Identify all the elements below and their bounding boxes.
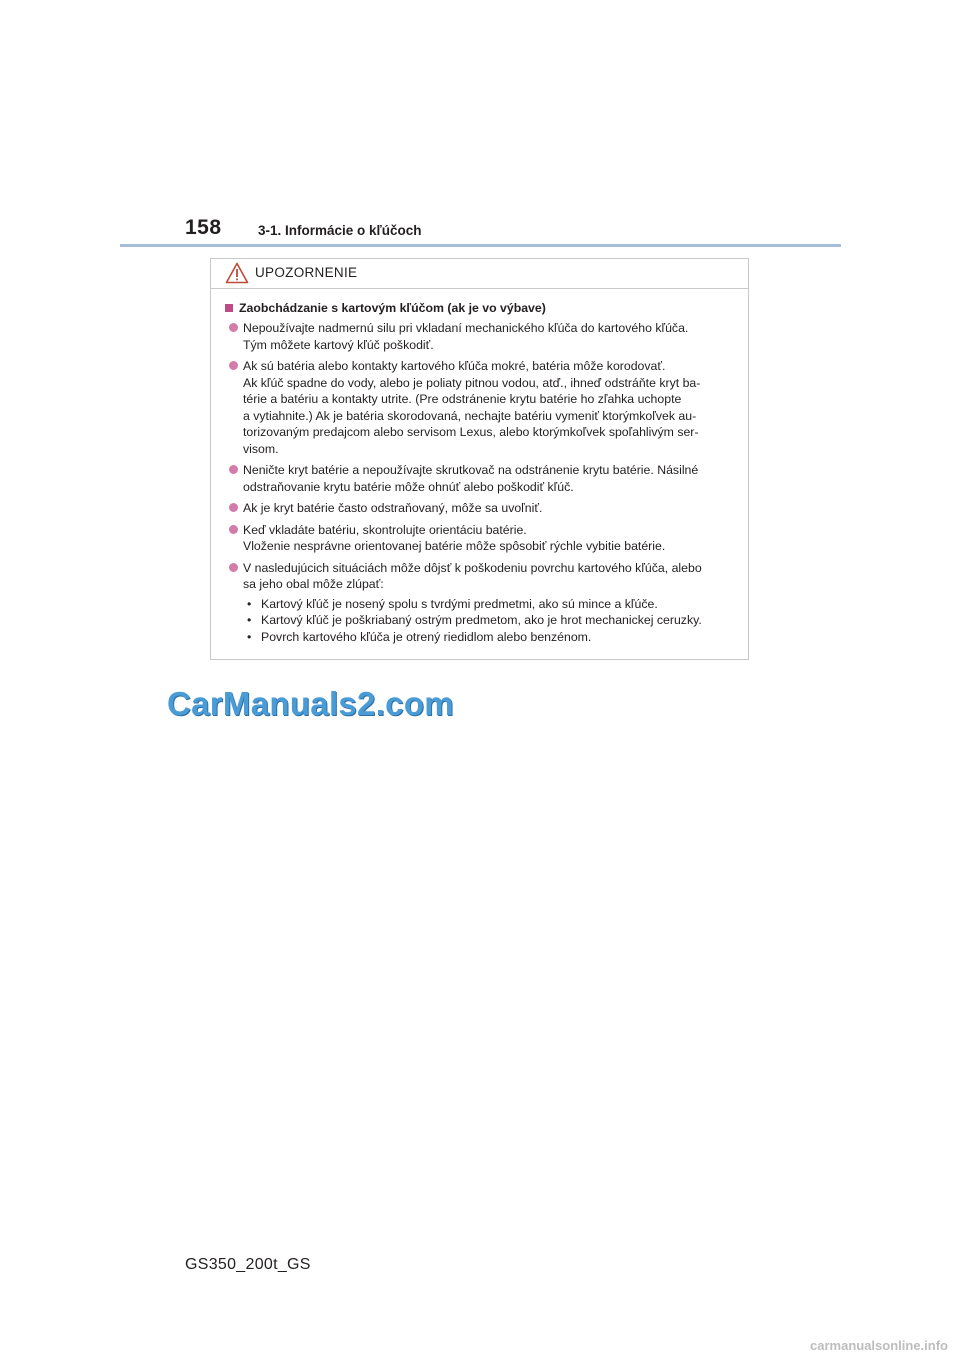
bullet-icon — [229, 563, 238, 572]
model-code: GS350_200t_GS — [185, 1256, 311, 1273]
watermark: CarManuals2.com — [167, 685, 454, 722]
warning-item-line: Ak je kryt batérie často odstraňovaný, môže sa uvoľniť. — [243, 501, 543, 515]
warning-item-line: V nasledujúcich situáciách môže dôjsť k poškodeniu povrchu kartového kľúča, alebo — [243, 560, 702, 575]
warning-item-line: Ak kľúč spadne do vody, alebo je poliaty pitnou vodou, atď., ihneď odstráňte kryt ba- — [243, 375, 701, 390]
sub-list-item — [247, 596, 741, 613]
warning-items — [225, 320, 741, 645]
warning-item-line: Vloženie nesprávne orientovanej batérie môže spôsobiť rýchle vybitie batérie. — [243, 539, 666, 553]
warning-item-line: Nepoužívajte nadmernú silu pri vkladaní mechanického kľúča do kartového kľúča. — [243, 321, 689, 335]
sub-list-item — [247, 629, 741, 646]
section-title: 3-1. Informácie o kľúčoch — [258, 223, 422, 238]
warning-item-line: térie a batériu a kontakty utrite. (Pre odstránenie krytu batérie ho zľahka uchopte — [243, 392, 682, 406]
page-number: 158 — [185, 216, 222, 239]
warning-item-line: Keď vkladáte batériu, skontrolujte orientáciu batérie. — [243, 522, 527, 537]
bullet-icon — [229, 465, 238, 474]
sub-list-item — [247, 612, 741, 629]
sub-bullet-icon: • — [247, 629, 252, 644]
warning-triangle-icon — [225, 262, 249, 284]
bullet-icon — [229, 323, 238, 332]
warning-item — [225, 500, 741, 517]
bullet-icon — [229, 525, 238, 534]
warning-item-line: Tým môžete kartový kľúč poškodiť. — [243, 337, 434, 352]
sub-list-item-text: Povrch kartového kľúča je otrený riedidlom alebo benzénom. — [261, 629, 592, 644]
warning-item-line: Ak sú batéria alebo kontakty kartového kľúča mokré, batéria môže korodovať. — [243, 359, 666, 373]
bullet-icon — [229, 361, 238, 370]
sub-list-item-text: Kartový kľúč je poškriabaný ostrým predmetom, ako je hrot mechanickej ceruzky. — [261, 613, 702, 627]
warning-item-line: a vytiahnite.) Ak je batéria skorodovaná, nechajte batériu vymeniť ktorýmkoľvek au- — [243, 408, 697, 423]
sub-bullet-icon: • — [247, 613, 252, 627]
warning-item — [225, 358, 741, 457]
warning-header — [211, 259, 748, 289]
warning-item-line: odstraňovanie krytu batérie môže ohnúť alebo poškodiť kľúč. — [243, 479, 574, 494]
sub-bullet-icon: • — [247, 596, 252, 611]
warning-item — [225, 522, 741, 555]
warning-body — [211, 289, 748, 645]
warning-item — [225, 560, 741, 646]
warning-item-line: torizovaným predajcom alebo servisom Lexus, alebo ktorýmkoľvek spoľahlivým ser- — [243, 425, 699, 439]
footer-site: carmanualsonline.info — [810, 1338, 948, 1353]
warning-item — [225, 320, 741, 353]
warning-heading: Zaobchádzanie s kartovým kľúčom (ak je vo výbave) — [225, 301, 741, 315]
warning-item-line: visom. — [243, 441, 279, 456]
warning-item-line: Neničte kryt batérie a nepoužívajte skrutkovač na odstránenie krytu batérie. Násilné — [243, 463, 699, 477]
sub-list — [243, 596, 741, 646]
bullet-icon — [229, 503, 238, 512]
warning-item-line: sa jeho obal môže zlúpať: — [243, 577, 384, 591]
warning-label: UPOZORNENIE — [255, 265, 358, 280]
warning-item — [225, 462, 741, 495]
header-rule — [120, 244, 841, 247]
warning-box — [210, 258, 749, 660]
sub-list-item-text: Kartový kľúč je nosený spolu s tvrdými predmetmi, ako sú mince a kľúče. — [261, 596, 658, 611]
